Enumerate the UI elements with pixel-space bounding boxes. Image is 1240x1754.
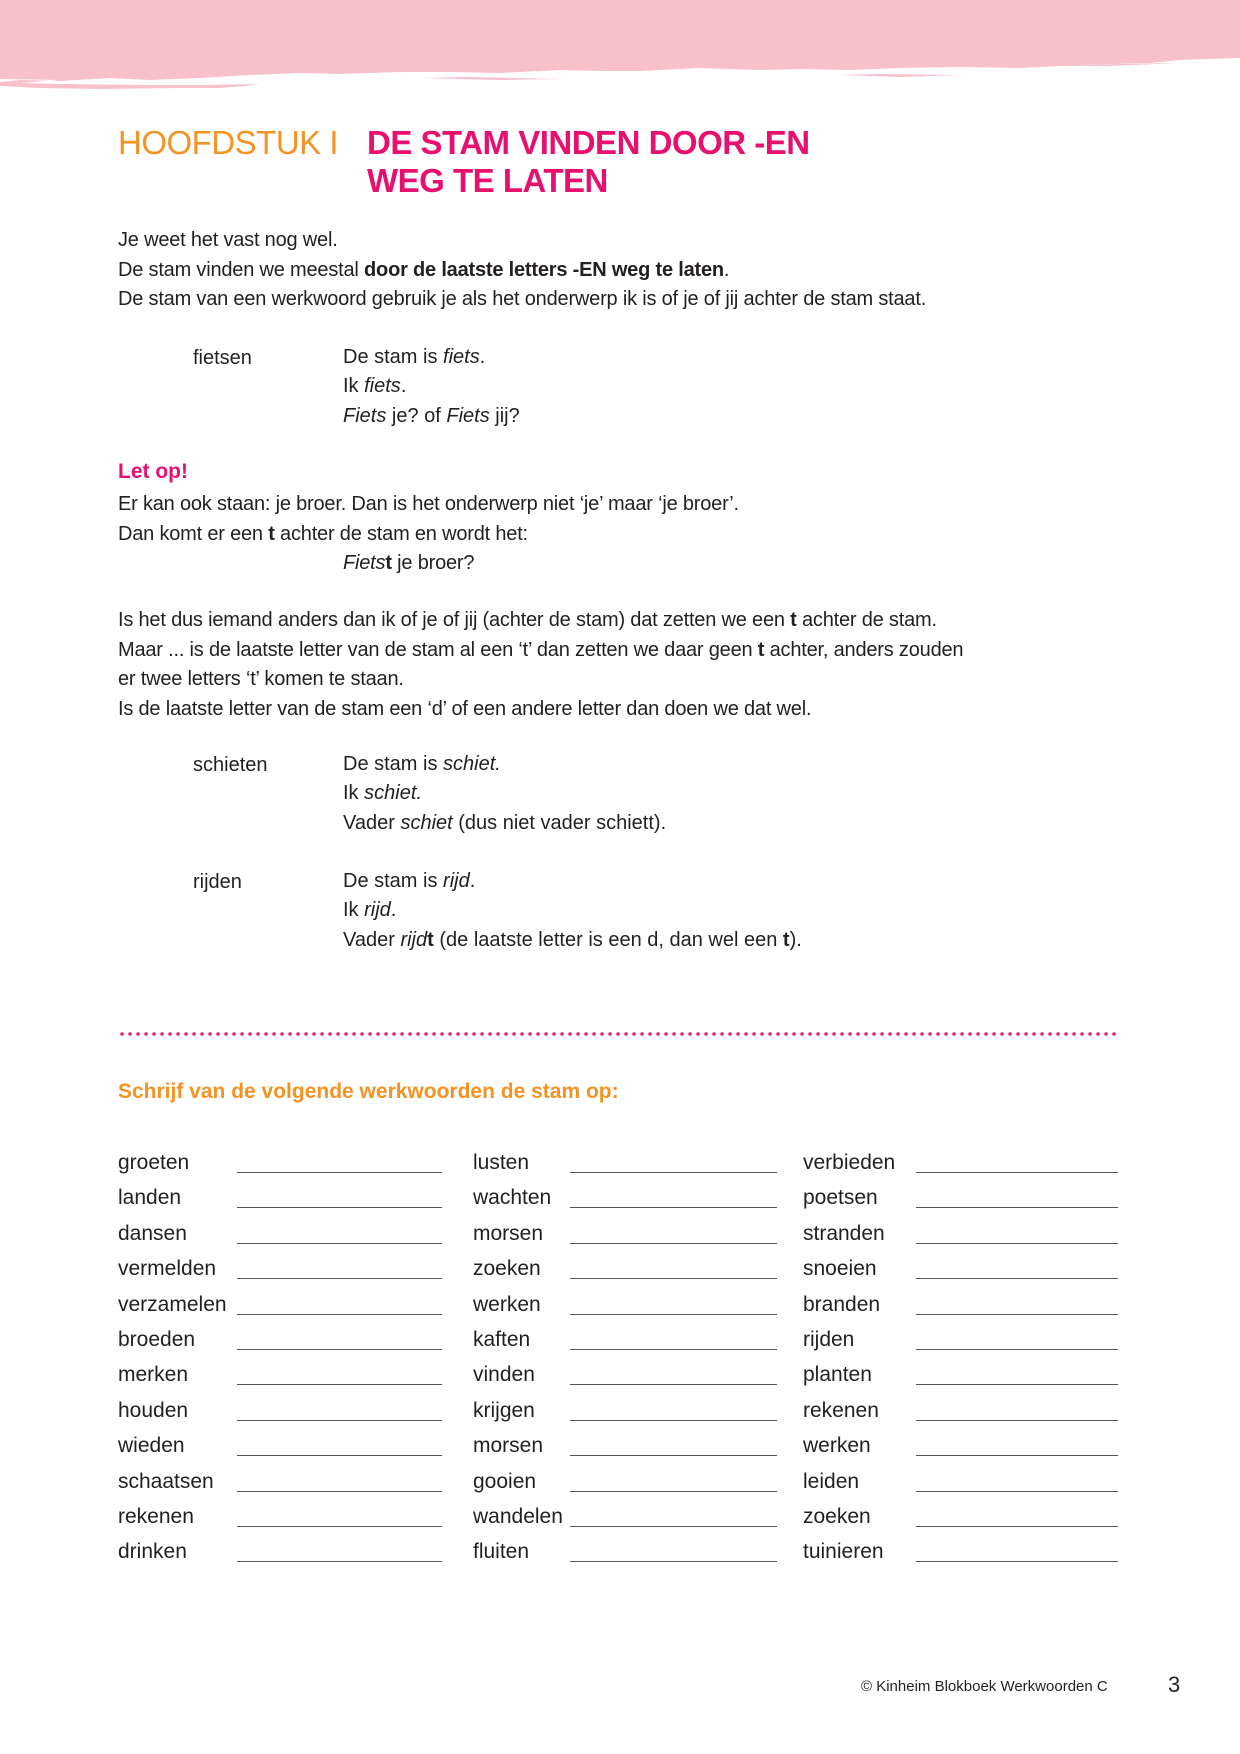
answer-line[interactable] xyxy=(570,1172,777,1173)
answer-line[interactable] xyxy=(570,1278,777,1279)
rule-line: er twee letters ‘t’ komen te staan. xyxy=(118,668,404,690)
answer-line[interactable] xyxy=(916,1561,1118,1562)
text: Vader xyxy=(343,928,401,951)
verb-label: vermelden xyxy=(118,1257,217,1281)
answer-line[interactable] xyxy=(570,1526,777,1527)
example-line xyxy=(343,896,802,925)
verb-label: stranden xyxy=(803,1221,885,1245)
text: je? of xyxy=(386,404,447,427)
text: De stam vinden we meestal xyxy=(118,258,365,281)
text: (dus niet vader schiett). xyxy=(452,811,667,834)
verb-label: groeten xyxy=(118,1151,190,1174)
text: ). xyxy=(789,928,802,951)
bold-text: t xyxy=(268,522,275,545)
rule-line xyxy=(118,636,963,666)
exercise-row xyxy=(0,1396,1240,1431)
intro-paragraph xyxy=(118,226,926,315)
italic-text: Fiets xyxy=(343,404,387,427)
intro-line: De stam van een werkwoord gebruik je als het onderwerp ik is of je of jij achter de stam staat. xyxy=(118,288,927,310)
exercise-row xyxy=(0,1431,1240,1466)
italic-text: Fiets xyxy=(446,404,490,427)
exercise-row xyxy=(0,1325,1240,1360)
text: jij? xyxy=(489,404,520,427)
verb-label: rekenen xyxy=(803,1398,879,1422)
answer-line[interactable] xyxy=(570,1491,777,1492)
italic-text: schiet. xyxy=(364,782,422,805)
italic-text: fiets xyxy=(443,346,480,368)
bold-text: door de laatste letters -EN weg te laten xyxy=(364,258,724,281)
answer-line[interactable] xyxy=(916,1172,1118,1173)
text: achter de stam. xyxy=(796,609,937,631)
example-line xyxy=(343,809,666,838)
verb-label: leiden xyxy=(803,1469,860,1493)
example-verb: rijden xyxy=(193,871,242,893)
verb-label: krijgen xyxy=(473,1398,535,1422)
exercise-instruction: Schrijf van de volgende werkwoorden de stam op: xyxy=(118,1080,619,1103)
chapter-title-line-1: DE STAM VINDEN DOOR -EN xyxy=(367,124,810,161)
text: . xyxy=(469,870,476,892)
bold-text: t xyxy=(790,609,797,631)
answer-line[interactable] xyxy=(916,1349,1118,1350)
answer-line[interactable] xyxy=(237,1491,442,1492)
answer-line[interactable] xyxy=(237,1526,442,1527)
verb-label: wandelen xyxy=(473,1505,563,1528)
italic-text: rijd xyxy=(364,899,391,922)
verb-label: zoeken xyxy=(803,1505,871,1528)
verb-label: landen xyxy=(118,1186,182,1210)
exercise-row xyxy=(0,1183,1240,1218)
dotted-divider xyxy=(118,1031,1120,1037)
italic-text: rijd xyxy=(443,870,470,892)
verb-label: wachten xyxy=(473,1186,552,1210)
example-sentences xyxy=(343,867,802,955)
text: De stam is xyxy=(343,870,444,892)
example-line xyxy=(343,372,520,401)
banner-shape xyxy=(0,0,1240,89)
note-line xyxy=(118,549,739,579)
verb-label: dansen xyxy=(118,1221,187,1245)
text: Is het dus iemand anders dan ik of je of jij (achter de stam) dat zetten we een xyxy=(118,609,791,631)
exercise-row xyxy=(0,1148,1240,1183)
answer-line[interactable] xyxy=(916,1526,1118,1527)
verb-label: kaften xyxy=(473,1328,531,1351)
verb-label: tuinieren xyxy=(803,1540,884,1564)
verb-label: branden xyxy=(803,1292,881,1316)
answer-line[interactable] xyxy=(237,1561,442,1562)
text: je broer? xyxy=(391,552,475,574)
answer-line[interactable] xyxy=(916,1491,1118,1492)
rule-paragraph xyxy=(118,606,963,724)
verb-label: planten xyxy=(803,1363,872,1387)
answer-line[interactable] xyxy=(916,1455,1118,1456)
answer-line[interactable] xyxy=(916,1207,1118,1208)
example-sentences xyxy=(343,343,520,431)
answer-line[interactable] xyxy=(916,1420,1118,1421)
example-sentences xyxy=(343,750,666,838)
answer-line[interactable] xyxy=(237,1384,442,1385)
text: Vader xyxy=(343,811,401,834)
answer-line[interactable] xyxy=(237,1172,442,1173)
verb-label: merken xyxy=(118,1363,189,1387)
verb-label: poetsen xyxy=(803,1186,878,1210)
verb-label: rijden xyxy=(803,1328,855,1351)
italic-text: schiet. xyxy=(443,753,501,775)
answer-line[interactable] xyxy=(237,1314,442,1315)
example-line xyxy=(343,779,666,808)
text: Maar ... is de laatste letter van de stam al een ‘t’ dan zetten we daar geen xyxy=(118,638,758,661)
rule-line: Is de laatste letter van de stam een ‘d’ of een andere letter dan doen we dat wel. xyxy=(118,697,812,720)
bold-text: t xyxy=(427,928,434,951)
example-verb: schieten xyxy=(193,754,268,776)
chapter-label: HOOFDSTUK I xyxy=(118,124,339,161)
note-paragraph xyxy=(118,490,739,579)
verb-label: werken xyxy=(473,1292,541,1316)
verb-label: houden xyxy=(118,1398,189,1422)
text: Ik xyxy=(343,899,365,922)
exercise-row xyxy=(0,1254,1240,1289)
text: . xyxy=(390,899,397,922)
exercise-row xyxy=(0,1467,1240,1502)
answer-line[interactable] xyxy=(916,1243,1118,1244)
verb-label: gooien xyxy=(473,1469,537,1493)
italic-text: rijd xyxy=(400,928,428,951)
exercise-row xyxy=(0,1537,1240,1572)
italic-text: fiets xyxy=(364,375,401,398)
intro-line xyxy=(118,256,926,286)
verb-label: rekenen xyxy=(118,1505,194,1528)
intro-line: Je weet het vast nog wel. xyxy=(118,229,338,251)
answer-line[interactable] xyxy=(570,1455,777,1456)
text: . xyxy=(479,346,486,368)
answer-line[interactable] xyxy=(570,1384,777,1385)
exercise-row xyxy=(0,1502,1240,1537)
verb-label: morsen xyxy=(473,1434,544,1458)
banner-streak xyxy=(420,77,560,80)
verb-label: vinden xyxy=(473,1363,535,1387)
text: achter, anders zouden xyxy=(764,638,964,661)
example-line xyxy=(343,926,802,955)
text: Dan komt er een xyxy=(118,522,269,545)
example-line xyxy=(343,343,520,372)
verb-label: lusten xyxy=(473,1151,530,1174)
text: achter de stam en wordt het: xyxy=(274,522,528,545)
example-line xyxy=(343,867,802,896)
note-line xyxy=(118,520,739,550)
note-heading: Let op! xyxy=(118,460,188,483)
verb-label: broeden xyxy=(118,1328,196,1351)
text: Ik xyxy=(343,375,365,398)
exercise-row xyxy=(0,1290,1240,1325)
verb-label: drinken xyxy=(118,1540,187,1564)
answer-line[interactable] xyxy=(570,1207,777,1208)
text: Ik xyxy=(343,782,365,805)
verb-label: schaatsen xyxy=(118,1469,214,1493)
verb-label: morsen xyxy=(473,1221,544,1245)
answer-line[interactable] xyxy=(570,1243,777,1244)
answer-line[interactable] xyxy=(916,1278,1118,1279)
answer-line[interactable] xyxy=(570,1420,777,1421)
answer-line[interactable] xyxy=(237,1207,442,1208)
rule-line xyxy=(118,606,963,636)
answer-line[interactable] xyxy=(570,1314,777,1315)
example-line xyxy=(343,750,666,779)
verb-label: werken xyxy=(803,1434,871,1458)
header-banner xyxy=(0,0,1240,100)
text: De stam is xyxy=(343,346,444,368)
verb-label: snoeien xyxy=(803,1257,877,1281)
verb-label: fluiten xyxy=(473,1540,530,1564)
exercise-row xyxy=(0,1360,1240,1395)
page-number: 3 xyxy=(1168,1672,1181,1697)
example-line xyxy=(343,402,520,431)
exercise-row xyxy=(0,1219,1240,1254)
chapter-title-line-2: WEG TE LATEN xyxy=(367,162,608,199)
bold-text: t xyxy=(385,552,392,574)
answer-line[interactable] xyxy=(237,1278,442,1279)
verb-label: verzamelen xyxy=(118,1292,227,1316)
answer-line[interactable] xyxy=(570,1349,777,1350)
answer-line[interactable] xyxy=(237,1349,442,1350)
bold-text: t xyxy=(782,928,790,951)
answer-line[interactable] xyxy=(237,1455,442,1456)
answer-line[interactable] xyxy=(916,1314,1118,1315)
bold-text: t xyxy=(757,638,765,661)
note-line: Er kan ook staan: je broer. Dan is het onderwerp niet ‘je’ maar ‘je broer’. xyxy=(118,493,739,515)
italic-text: schiet xyxy=(400,811,453,834)
verb-label: verbieden xyxy=(803,1151,896,1174)
verb-label: zoeken xyxy=(473,1257,541,1281)
banner-streak xyxy=(840,74,960,77)
verb-label: wieden xyxy=(118,1434,185,1458)
italic-text: Fiets xyxy=(343,552,386,574)
text: (de laatste letter is een d, dan wel een xyxy=(433,928,783,951)
text: . xyxy=(723,258,730,281)
answer-line[interactable] xyxy=(237,1243,442,1244)
text: . xyxy=(400,375,407,398)
answer-line[interactable] xyxy=(570,1561,777,1562)
answer-line[interactable] xyxy=(237,1420,442,1421)
footer-copyright: © Kinheim Blokboek Werkwoorden C xyxy=(861,1678,1108,1695)
answer-line[interactable] xyxy=(916,1384,1118,1385)
text: De stam is xyxy=(343,753,444,775)
example-verb: fietsen xyxy=(193,347,252,369)
